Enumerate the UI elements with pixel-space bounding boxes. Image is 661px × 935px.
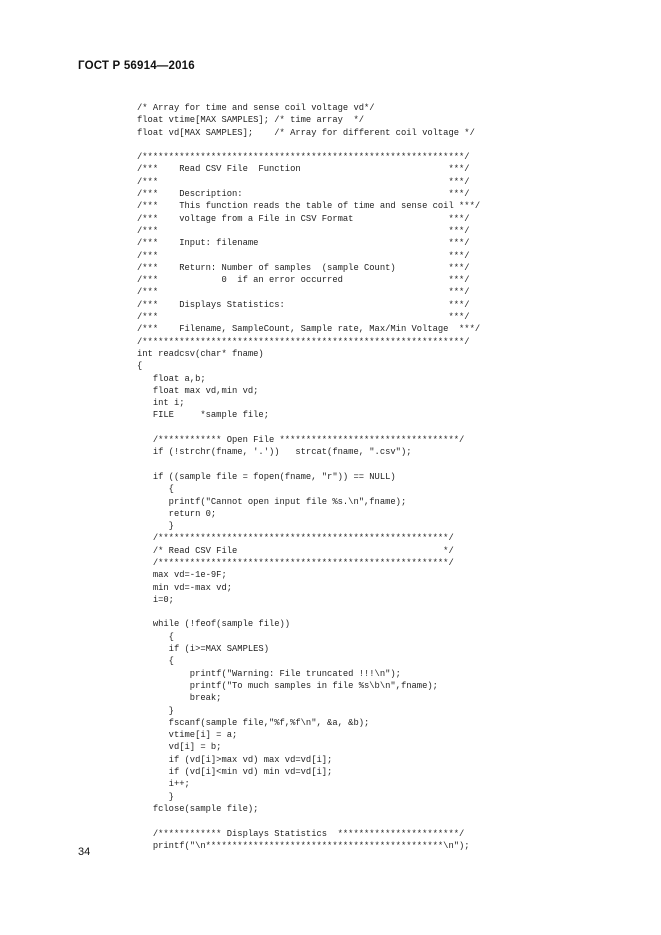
code-line: min vd=-max vd; [137,582,233,593]
code-line [137,459,637,471]
document-standard-header: ГОСТ Р 56914—2016 [78,60,195,72]
code-line: /************ Open File **********************************/ [137,435,465,446]
code-line: /*** Read CSV File Function ***/ [137,164,470,175]
code-line: printf("\n*********************************************\n"); [137,840,470,851]
code-line: return 0; [137,508,217,519]
code-line: fscanf(sample file,"%f,%f\n", &a, &b); [137,717,370,728]
code-line: if (vd[i]>max vd) max vd=vd[i]; [137,754,333,765]
code-line: fclose(sample file); [137,803,259,814]
code-line: if (!strchr(fname, '.')) strcat(fname, ".csv"); [137,447,412,458]
code-line: /*******************************************************/ [137,557,454,568]
code-line: while (!feof(sample file)) [137,619,291,630]
code-line: } [137,705,174,716]
code-line [137,815,637,827]
code-line: /*** Description: ***/ [137,189,470,200]
code-line: { [137,484,174,495]
code-line: } [137,791,174,802]
code-line: /*** Displays Statistics: ***/ [137,299,470,310]
code-line: int readcsv(char* fname) [137,348,264,359]
page-number: 34 [78,846,91,858]
code-line: printf("To much samples in file %s\b\n",fname); [137,680,438,691]
code-line: /* Array for time and sense coil voltage vd*/ [137,103,375,113]
code-line: vd[i] = b; [137,742,222,753]
code-line: /*************************************************************/ [137,336,470,347]
code-line: float a,b; [137,373,206,384]
code-line: i++; [137,779,190,790]
code-line: /*** ***/ [137,176,470,187]
code-line: { [137,631,174,642]
code-line: int i; [137,398,185,409]
code-line: /*** Input: filename ***/ [137,238,470,249]
code-line: /*** ***/ [137,287,470,298]
code-line: if ((sample file = fopen(fname, "r")) == NULL) [137,471,396,482]
code-line: printf("Warning: File truncated !!!\n"); [137,668,401,679]
code-line: float max vd,min vd; [137,385,259,396]
code-line: /*** Return: Number of samples (sample Count) ***/ [137,262,470,273]
code-line: } [137,521,174,532]
code-listing [137,102,637,852]
code-line: /************ Displays Statistics ***********************/ [137,828,465,839]
code-line: /*** ***/ [137,225,470,236]
code-line: /*************************************************************/ [137,152,470,163]
code-line: /* Read CSV File */ [137,545,454,556]
code-line: break; [137,693,222,704]
code-line [137,606,637,618]
code-line: printf("Cannot open input file %s.\n",fname); [137,496,407,507]
code-line: /*** ***/ [137,250,470,261]
code-line: /*** This function reads the table of time and sense coil ***/ [137,201,481,212]
code-line: if (vd[i]<min vd) min vd=vd[i]; [137,767,333,778]
code-line: /*** 0 if an error occurred ***/ [137,275,470,286]
code-line [137,139,637,151]
code-line: float vd[MAX SAMPLES]; /* Array for different coil voltage */ [137,127,475,138]
code-line: /*** Filename, SampleCount, Sample rate, Max/Min Voltage ***/ [137,324,481,335]
code-line: i=0; [137,594,174,605]
code-line: { [137,361,143,372]
code-line: { [137,656,174,667]
code-line: float vtime[MAX SAMPLES]; /* time array */ [137,115,364,126]
code-line: /*******************************************************/ [137,533,454,544]
code-line [137,422,637,434]
code-line: /*** voltage from a File in CSV Format ***/ [137,213,470,224]
code-line: if (i>=MAX SAMPLES) [137,644,269,655]
code-line: vtime[i] = a; [137,730,238,741]
code-line: max vd=-1e-9F; [137,570,227,581]
code-line: FILE *sample file; [137,410,269,421]
code-line: /*** ***/ [137,312,470,323]
